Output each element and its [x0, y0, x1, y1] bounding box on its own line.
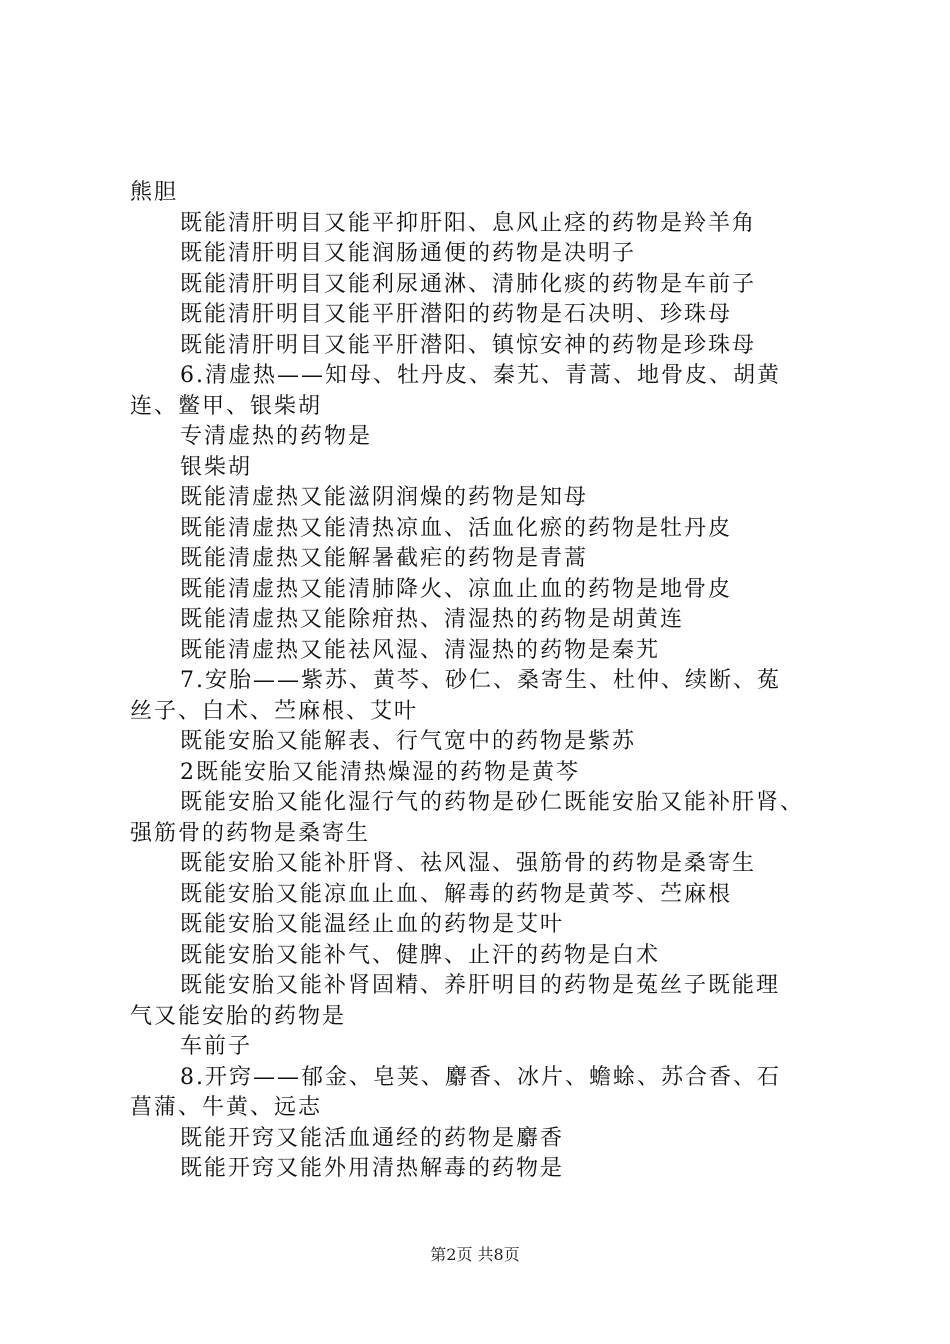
text-line: 既能安胎又能凉血止血、解毒的药物是黄芩、苎麻根 [180, 881, 733, 907]
text-line: 既能清虚热又能滋阴润燥的药物是知母 [180, 485, 589, 510]
text-line: 既能安胎又能补气、健脾、止汗的药物是白术 [180, 942, 661, 968]
text-line: 既能安胎又能补肝肾、祛风湿、强筋骨的药物是桑寄生 [180, 851, 757, 876]
text-line: 既能清肝明目又能平抑肝阳、息风止痉的药物是羚羊角 [180, 210, 757, 236]
text-line: 强筋骨的药物是桑寄生 [130, 820, 371, 846]
text-line: 7.安胎——紫苏、黄芩、砂仁、桑寄生、杜仲、续断、菟 [180, 668, 781, 693]
text-line: 专清虚热的药物是 [180, 424, 373, 449]
text-line: 既能清虚热又能解暑截疟的药物是青蒿 [180, 546, 589, 571]
text-line: 既能清虚热又能除疳热、清湿热的药物是胡黄连 [180, 607, 685, 632]
text-line: 既能安胎又能解表、行气宽中的药物是紫苏 [180, 729, 637, 754]
text-line: 既能清肝明目又能润肠通便的药物是决明子 [180, 241, 637, 266]
text-line: 气又能安胎的药物是 [130, 1003, 347, 1029]
text-line: 既能清肝明目又能平肝潜阳、镇惊安神的药物是珍珠母 [180, 332, 757, 358]
text-line: 既能安胎又能补肾固精、养肝明目的药物是菟丝子既能理 [180, 973, 781, 998]
text-line: 既能开窍又能活血通经的药物是麝香 [180, 1125, 565, 1151]
text-line: 2既能安胎又能清热燥湿的药物是黄芩 [180, 759, 580, 785]
text-line: 既能清肝明目又能利尿通淋、清肺化痰的药物是车前子 [180, 271, 757, 297]
text-line: 丝子、白术、苎麻根、艾叶 [130, 698, 419, 724]
text-line: 既能清虚热又能清肺降火、凉血止血的药物是地骨皮 [180, 576, 733, 602]
text-line: 熊胆 [130, 180, 179, 205]
text-line: 车前子 [180, 1034, 253, 1059]
text-line: 银柴胡 [180, 454, 253, 480]
text-line: 既能清虚热又能清热凉血、活血化瘀的药物是牡丹皮 [180, 515, 733, 541]
text-line: 既能安胎又能温经止血的药物是艾叶 [180, 912, 565, 937]
text-line: 菖蒲、牛黄、远志 [130, 1095, 323, 1120]
page-footer: 第2页 共8页 [430, 1245, 520, 1264]
text-line: 既能开窍又能外用清热解毒的药物是 [180, 1156, 565, 1181]
text-line: 既能清肝明目又能平肝潜阳的药物是石决明、珍珠母 [180, 302, 733, 327]
page-body-text [130, 178, 830, 1185]
text-line: 既能清虚热又能祛风湿、清湿热的药物是秦艽 [180, 637, 661, 663]
text-line: 既能安胎又能化湿行气的药物是砂仁既能安胎又能补肝肾、 [180, 790, 805, 815]
text-line: 连、鳖甲、银柴胡 [130, 393, 323, 419]
text-line: 8.开窍——郁金、皂荚、麝香、冰片、蟾蜍、苏合香、石 [180, 1064, 781, 1090]
text-line: 6.清虚热——知母、牡丹皮、秦艽、青蒿、地骨皮、胡黄 [180, 363, 781, 388]
